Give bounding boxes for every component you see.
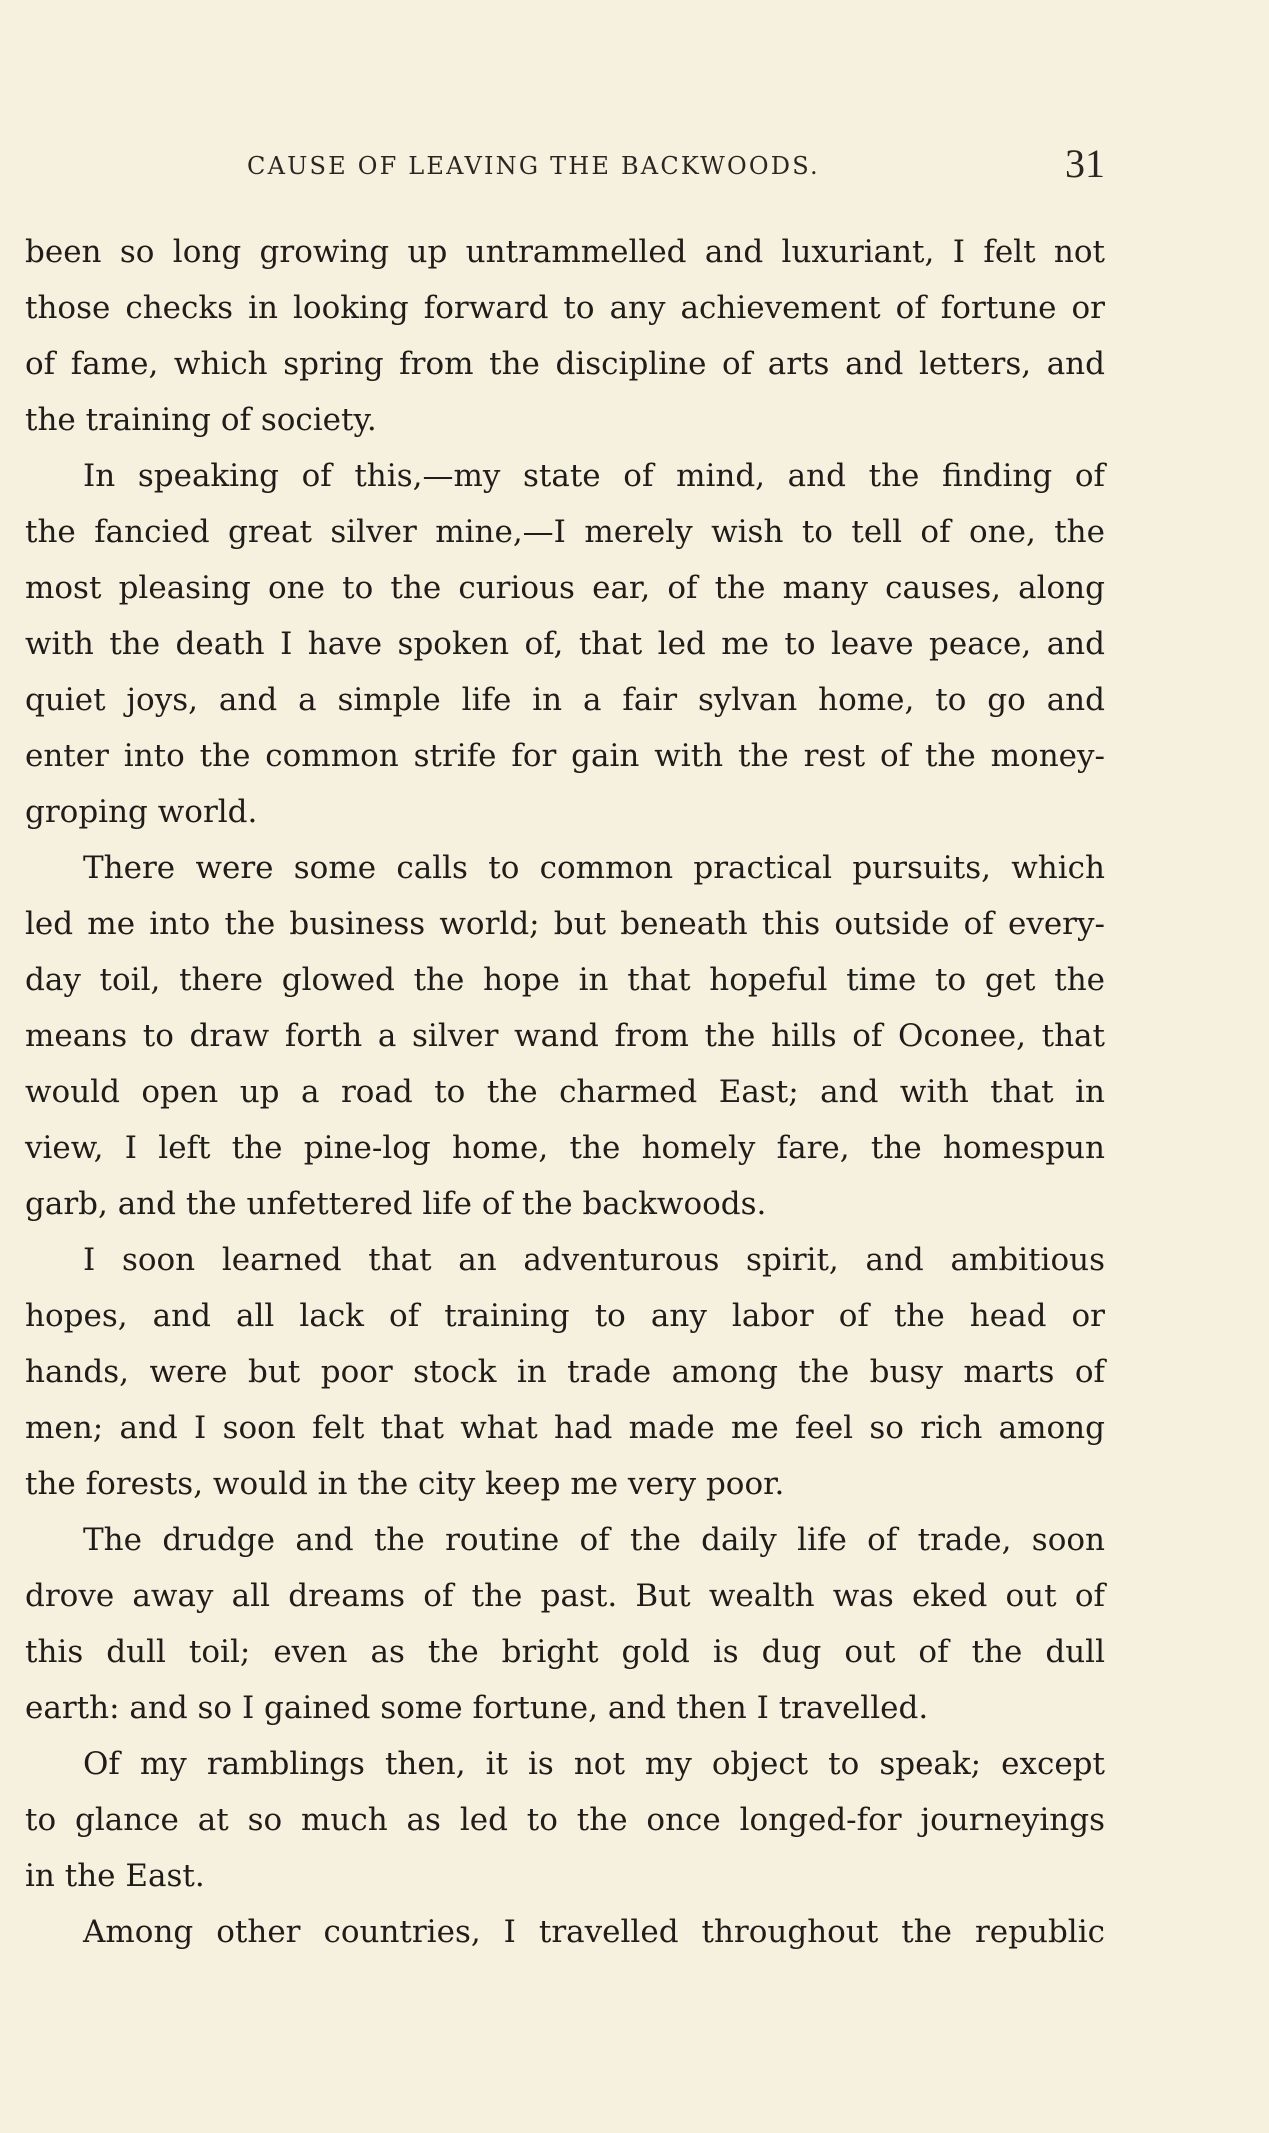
text-line: Among other countries, I travelled throughout the republic bbox=[83, 1914, 1105, 1950]
text-line: enter into the common strife for gain with the rest of the money- bbox=[25, 738, 1105, 774]
text-line: the training of society. bbox=[25, 402, 377, 438]
text-line: day toil, there glowed the hope in that hopeful time to get the bbox=[25, 962, 1105, 998]
text-line: Of my ramblings then, it is not my object to speak; except bbox=[83, 1746, 1105, 1782]
body-text bbox=[25, 224, 1105, 1960]
running-head-title: CAUSE OF LEAVING THE BACKWOODS. bbox=[247, 152, 820, 180]
text-line: I soon learned that an adventurous spirit, and ambitious bbox=[83, 1242, 1105, 1278]
text-line: would open up a road to the charmed East; and with that in bbox=[25, 1074, 1105, 1110]
text-line: led me into the business world; but beneath this outside of every- bbox=[25, 906, 1105, 942]
text-line: with the death I have spoken of, that led me to leave peace, and bbox=[25, 626, 1105, 662]
text-line: hopes, and all lack of training to any labor of the head or bbox=[25, 1298, 1105, 1334]
page-number: 31 bbox=[1065, 141, 1105, 186]
text-line: in the East. bbox=[25, 1858, 205, 1894]
text-line: The drudge and the routine of the daily life of trade, soon bbox=[83, 1522, 1105, 1558]
text-line: most pleasing one to the curious ear, of the many causes, along bbox=[25, 570, 1105, 606]
text-line: groping world. bbox=[25, 794, 258, 830]
text-line: There were some calls to common practical pursuits, which bbox=[83, 850, 1105, 886]
text-line: to glance at so much as led to the once longed-for journeyings bbox=[25, 1802, 1105, 1838]
text-line: been so long growing up untrammelled and luxuriant, I felt not bbox=[25, 234, 1105, 270]
text-line: view, I left the pine-log home, the homely fare, the homespun bbox=[25, 1130, 1105, 1166]
running-head bbox=[25, 140, 1105, 190]
text-line: those checks in looking forward to any achievement of fortune or bbox=[25, 290, 1105, 326]
text-line: quiet joys, and a simple life in a fair sylvan home, to go and bbox=[25, 682, 1105, 718]
text-line: of fame, which spring from the discipline of arts and letters, and bbox=[25, 346, 1105, 382]
text-line: In speaking of this,—my state of mind, and the finding of bbox=[83, 458, 1105, 494]
text-line: means to draw forth a silver wand from the hills of Oconee, that bbox=[25, 1018, 1105, 1054]
text-line: earth: and so I gained some fortune, and then I travelled. bbox=[25, 1690, 929, 1726]
text-line: garb, and the unfettered life of the backwoods. bbox=[25, 1186, 767, 1222]
text-line: hands, were but poor stock in trade among the busy marts of bbox=[25, 1354, 1105, 1390]
text-line: drove away all dreams of the past. But wealth was eked out of bbox=[25, 1578, 1105, 1614]
text-line: the fancied great silver mine,—I merely wish to tell of one, the bbox=[25, 514, 1105, 550]
text-line: men; and I soon felt that what had made me feel so rich among bbox=[25, 1410, 1105, 1446]
text-line: the forests, would in the city keep me very poor. bbox=[25, 1466, 785, 1502]
text-line: this dull toil; even as the bright gold is dug out of the dull bbox=[25, 1634, 1105, 1670]
